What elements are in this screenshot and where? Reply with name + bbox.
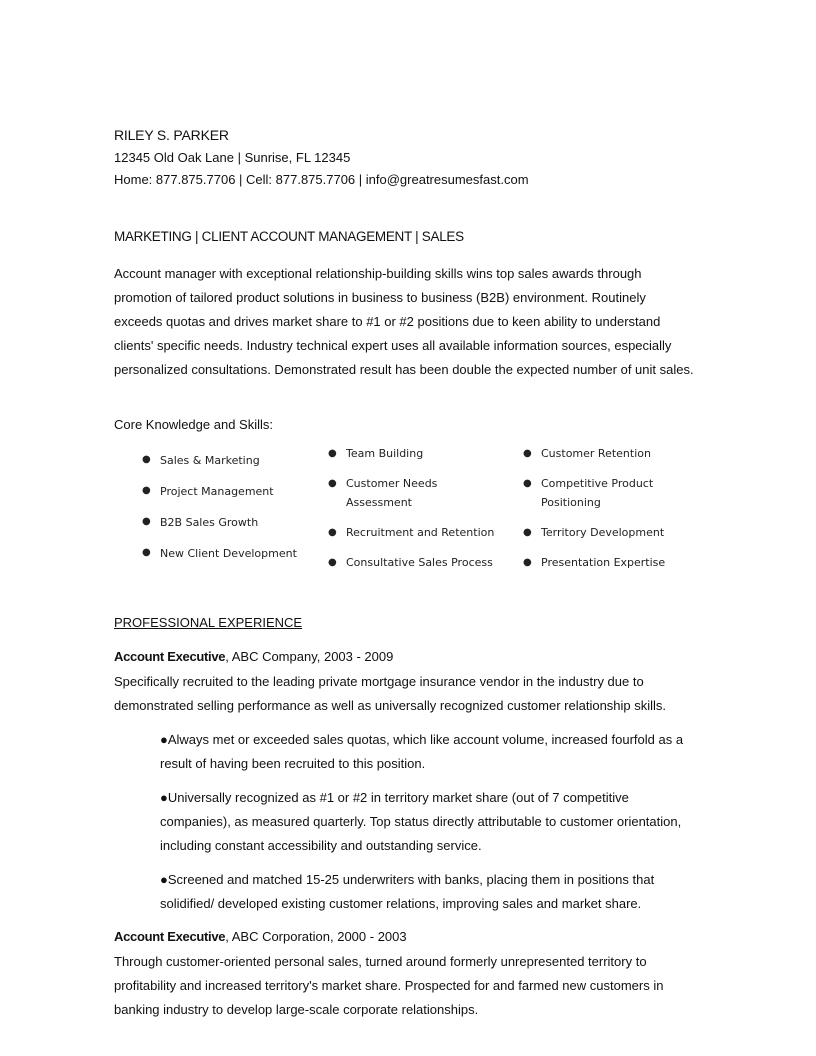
- skills-heading: Core Knowledge and Skills:: [114, 417, 273, 432]
- skill-item: ● Sales & Marketing: [142, 454, 260, 467]
- achievement-item: ●Screened and matched 15-25 underwriters with banks, placing them in positions that solidified/ developed existing customer relations, improving sales and market share.: [160, 872, 655, 911]
- skill-item: ● Recruitment and Retention: [328, 523, 498, 542]
- skill-item: ● Team Building: [328, 444, 498, 463]
- skill-item: ● Consultative Sales Process: [328, 553, 498, 572]
- bullet-icon: ●: [523, 448, 532, 459]
- skill-item: ● Customer Needs Assessment: [328, 474, 498, 512]
- professional-headline: MARKETING | CLIENT ACCOUNT MANAGEMENT | SALES: [114, 229, 464, 244]
- bullet-icon: ●: [142, 485, 151, 496]
- bullet-icon: ●: [142, 547, 151, 558]
- contact-line: Home: 877.875.7706 | Cell: 877.875.7706 | info@greatresumesfast.com: [114, 172, 529, 187]
- achievement-item: ●Always met or exceeded sales quotas, which like account volume, increased fourfold as a result of having been recruited to this position.: [160, 732, 684, 771]
- bullet-icon: ●: [523, 478, 532, 489]
- bullet-icon: ●: [328, 527, 337, 538]
- skills-column-2: [328, 444, 498, 583]
- bullet-icon: ●: [523, 527, 532, 538]
- candidate-name: RILEY S. PARKER: [114, 127, 229, 143]
- job-title: [114, 649, 393, 664]
- skill-item: ● Presentation Expertise: [523, 553, 683, 572]
- job-role: Account Executive: [114, 649, 226, 664]
- achievement-item: ●Universally recognized as #1 or #2 in territory market share (out of 7 competitive companies), as measured quarterly. Top status directly attributable to customer orientation, including constant accessibility and outstanding service.: [160, 790, 682, 853]
- skill-item: ● New Client Development: [142, 547, 297, 560]
- bullet-icon: ●: [523, 557, 532, 568]
- bullet-icon: ●: [328, 448, 337, 459]
- summary-paragraph: Account manager with exceptional relationship-building skills wins top sales awards through promotion of tailored product solutions in business to business (B2B) environment. Routinely exceeds quotas and drives market share to #1 or #2 positions due to keen ability to understand clients' specific needs. Industry technical expert uses all available information sources, especially personalized consultations. Demonstrated result has been double the expected number of unit sales.: [114, 266, 694, 377]
- address-line: 12345 Old Oak Lane | Sunrise, FL 12345: [114, 150, 351, 165]
- bullet-icon: ●: [328, 478, 337, 489]
- achievement-list: [160, 728, 700, 926]
- skill-item: ● Competitive Product Positioning: [523, 474, 683, 512]
- job-role: Account Executive: [114, 929, 226, 944]
- experience-heading: PROFESSIONAL EXPERIENCE: [114, 615, 303, 630]
- skill-item: ● Customer Retention: [523, 444, 683, 463]
- skill-item: ● Territory Development: [523, 523, 683, 542]
- bullet-icon: ●: [328, 557, 337, 568]
- bullet-icon: ●: [142, 516, 151, 527]
- skills-column-3: [523, 444, 683, 583]
- job-description: Through customer-oriented personal sales, turned around formerly unrepresented territory to profitability and increased territory's market share. Prospected for and farmed new customers in banking industry to develop large-scale corporate relationships.: [114, 954, 664, 1017]
- job-company: , ABC Corporation, 2000 - 2003: [225, 929, 407, 944]
- bullet-icon: ●: [142, 454, 151, 465]
- job-company: , ABC Company, 2003 - 2009: [225, 649, 394, 664]
- skills-column-1: [142, 454, 297, 578]
- job-title: [114, 929, 407, 944]
- skill-item: ● Project Management: [142, 485, 274, 498]
- job-description: Specifically recruited to the leading private mortgage insurance vendor in the industry due to demonstrated selling performance as well as universally recognized customer relationship skills.: [114, 674, 667, 713]
- skill-item: ● B2B Sales Growth: [142, 516, 259, 529]
